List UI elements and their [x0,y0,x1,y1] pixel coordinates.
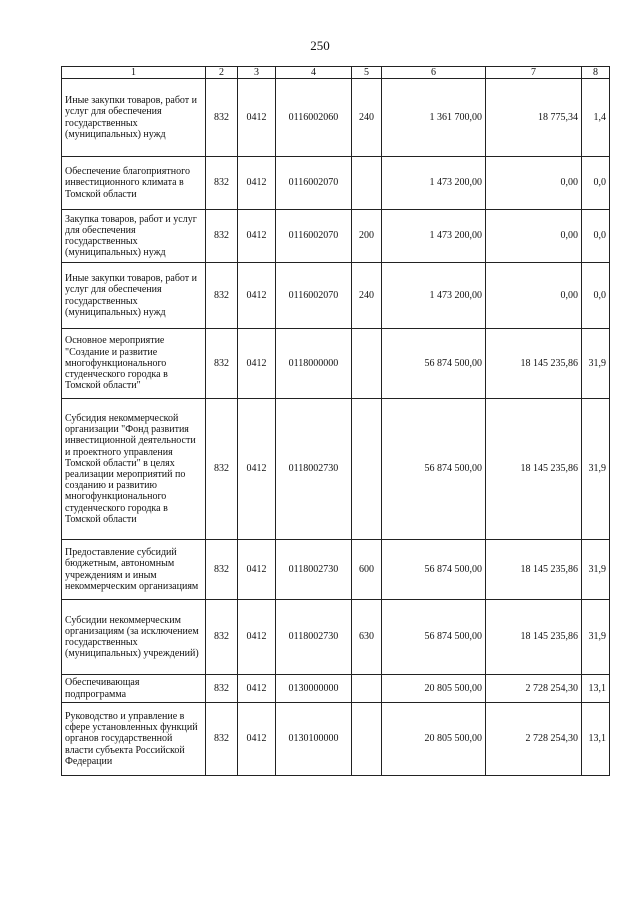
cell-amount-6: 1 473 200,00 [382,263,486,329]
cell-code-4: 0118002730 [276,600,352,675]
column-header: 5 [352,67,382,79]
cell-amount-6: 1 473 200,00 [382,157,486,210]
cell-amount-7: 2 728 254,30 [486,703,582,776]
table-row [62,210,610,263]
cell-code-2: 832 [206,210,238,263]
cell-code-2: 832 [206,399,238,540]
cell-code-3: 0412 [238,600,276,675]
cell-code-3: 0412 [238,703,276,776]
cell-code-4: 0130000000 [276,675,352,703]
cell-percent-8: 31,9 [582,329,610,399]
cell-amount-7: 2 728 254,30 [486,675,582,703]
cell-percent-8: 0,0 [582,263,610,329]
cell-amount-6: 56 874 500,00 [382,399,486,540]
budget-table [61,66,610,776]
cell-code-3: 0412 [238,675,276,703]
cell-code-4: 0116002070 [276,263,352,329]
row-name: Руководство и управление в сфере установленных функций органов государственной власти субъекта Российской Федерации [62,703,206,776]
cell-code-5: 630 [352,600,382,675]
cell-amount-6: 56 874 500,00 [382,600,486,675]
column-header: 4 [276,67,352,79]
column-header: 7 [486,67,582,79]
table-row [62,600,610,675]
cell-percent-8: 13,1 [582,703,610,776]
cell-code-5: 240 [352,263,382,329]
cell-percent-8: 1,4 [582,79,610,157]
column-header: 6 [382,67,486,79]
cell-code-3: 0412 [238,540,276,600]
row-name: Закупка товаров, работ и услуг для обеспечения государственных (муниципальных) нужд [62,210,206,263]
cell-code-4: 0116002070 [276,210,352,263]
cell-amount-6: 56 874 500,00 [382,540,486,600]
cell-amount-6: 20 805 500,00 [382,703,486,776]
cell-code-5: 200 [352,210,382,263]
row-name: Субсидия некоммерческой организации "Фонд развития инвестиционной деятельности и проектного управления Томской области" в целях реализации мероприятий по созданию и развитию многофункционального студенческого городка в Томской области [62,399,206,540]
cell-percent-8: 31,9 [582,600,610,675]
row-name: Обеспечение благоприятного инвестиционного климата в Томской области [62,157,206,210]
cell-amount-7: 18 145 235,86 [486,600,582,675]
cell-amount-6: 1 361 700,00 [382,79,486,157]
table-row [62,540,610,600]
cell-percent-8: 0,0 [582,157,610,210]
cell-code-2: 832 [206,263,238,329]
row-name: Иные закупки товаров, работ и услуг для обеспечения государственных (муниципальных) нужд [62,79,206,157]
row-name: Субсидии некоммерческим организациям (за исключением государственных (муниципальных) учреждений) [62,600,206,675]
cell-percent-8: 31,9 [582,540,610,600]
column-header: 2 [206,67,238,79]
cell-code-2: 832 [206,600,238,675]
table-row [62,157,610,210]
cell-amount-6: 56 874 500,00 [382,329,486,399]
cell-code-3: 0412 [238,329,276,399]
cell-amount-7: 0,00 [486,210,582,263]
cell-code-2: 832 [206,79,238,157]
table-row [62,399,610,540]
row-name: Предоставление субсидий бюджетным, автономным учреждениям и иным некоммерческим организациям [62,540,206,600]
cell-amount-7: 18 145 235,86 [486,329,582,399]
cell-percent-8: 0,0 [582,210,610,263]
cell-code-5 [352,157,382,210]
cell-code-5 [352,703,382,776]
column-header: 8 [582,67,610,79]
table-header-row [62,67,610,79]
cell-code-2: 832 [206,675,238,703]
page-number: 250 [310,38,330,53]
cell-code-3: 0412 [238,210,276,263]
table-row [62,79,610,157]
table-row [62,329,610,399]
column-header: 1 [62,67,206,79]
table-row [62,675,610,703]
cell-code-5 [352,675,382,703]
cell-code-4: 0116002060 [276,79,352,157]
cell-code-5: 240 [352,79,382,157]
cell-code-3: 0412 [238,79,276,157]
row-name: Обеспечивающая подпрограмма [62,675,206,703]
cell-code-4: 0118002730 [276,540,352,600]
cell-code-4: 0118002730 [276,399,352,540]
table-row [62,263,610,329]
cell-code-5 [352,399,382,540]
cell-code-2: 832 [206,703,238,776]
cell-amount-7: 0,00 [486,157,582,210]
cell-code-4: 0118000000 [276,329,352,399]
cell-amount-7: 18 775,34 [486,79,582,157]
table-row [62,703,610,776]
cell-amount-7: 0,00 [486,263,582,329]
cell-amount-7: 18 145 235,86 [486,540,582,600]
cell-amount-7: 18 145 235,86 [486,399,582,540]
cell-code-3: 0412 [238,263,276,329]
column-header: 3 [238,67,276,79]
cell-code-3: 0412 [238,399,276,540]
cell-percent-8: 31,9 [582,399,610,540]
row-name: Иные закупки товаров, работ и услуг для обеспечения государственных (муниципальных) нужд [62,263,206,329]
cell-percent-8: 13,1 [582,675,610,703]
cell-code-2: 832 [206,540,238,600]
cell-code-3: 0412 [238,157,276,210]
cell-code-5: 600 [352,540,382,600]
cell-amount-6: 1 473 200,00 [382,210,486,263]
cell-code-5 [352,329,382,399]
cell-amount-6: 20 805 500,00 [382,675,486,703]
cell-code-4: 0116002070 [276,157,352,210]
row-name: Основное мероприятие "Создание и развитие многофункционального студенческого городка в Томской области" [62,329,206,399]
cell-code-4: 0130100000 [276,703,352,776]
cell-code-2: 832 [206,329,238,399]
cell-code-2: 832 [206,157,238,210]
